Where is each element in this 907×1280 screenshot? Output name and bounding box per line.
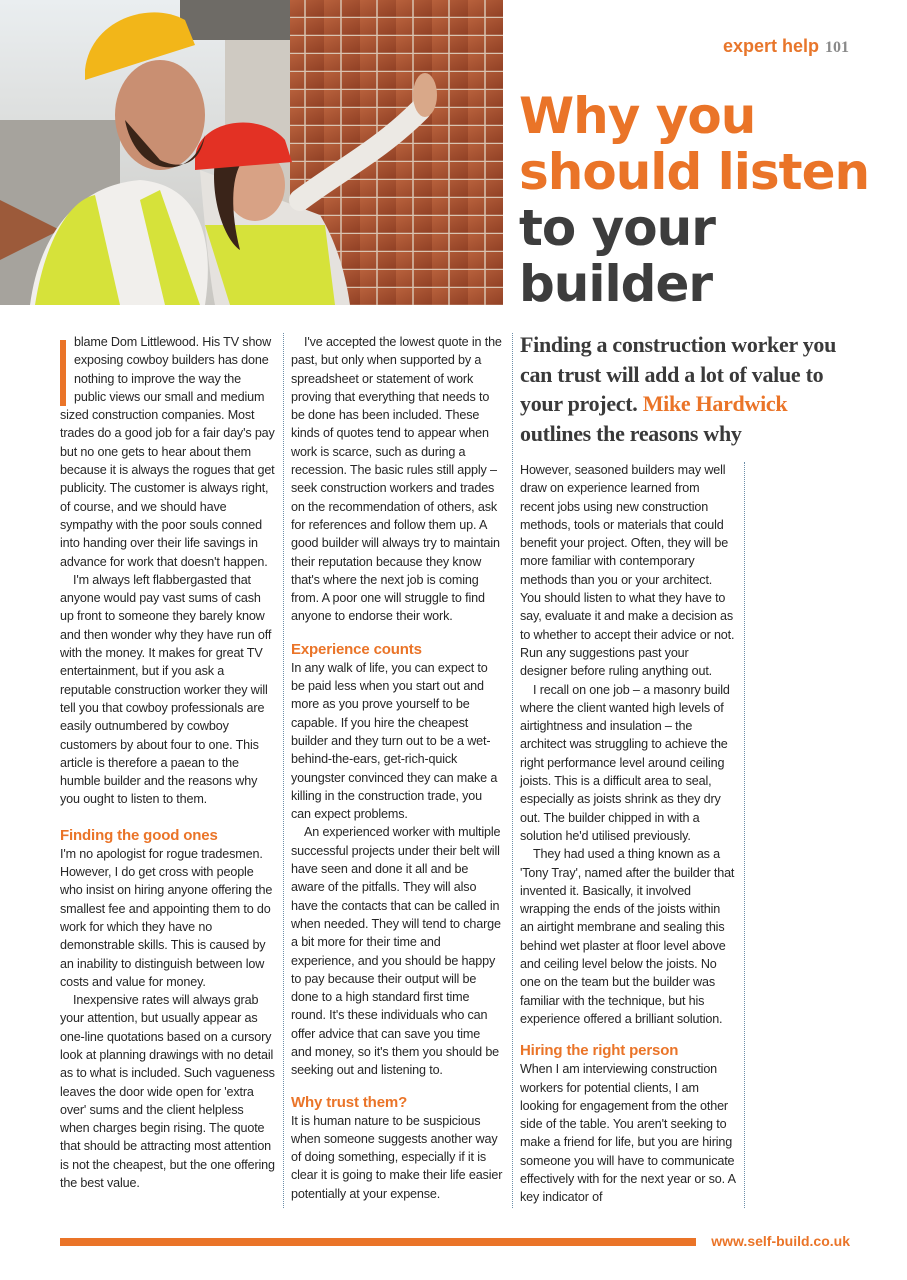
builders-photo-icon [0, 0, 503, 305]
paragraph: I'm no apologist for rogue tradesmen. However, I do get cross with people who insist on hiring anyone offering the smallest fee and appointing them to do work for which they have no demonstrable skills. This is caused by an inability to distinguish between low costs and value for money. [60, 846, 273, 989]
paragraph: I recall on one job – a masonry build where the client wanted high levels of airtightness and insulation – the architect was struggling to achieve the right performance level around ceiling joists. This is a difficult area to seal, especially as joists shrink as they dry out. The builder chipped in with a solution he'd utilised previously. [520, 682, 730, 843]
subheading: Experience counts [291, 640, 422, 658]
paragraph: When I am interviewing construction workers for potential clients, I am looking for engagement from the other side of the table. You aren't seeking to make a friend for life, but you are hiring someone you will have to communicate effectively with for the next year or so. A key indicator of [520, 1062, 736, 1205]
paragraph: I've accepted the lowest quote in the past, but only when supported by a spreadsheet or statement of work proving that everything that needs to be done has been included. These kinds of quotes tend to appear when work is scarce, such as during a recession. The basic rules still apply – seek construction workers and trades on the recommendation of others, ask for references and follow them up. A good builder will always try to maintain their reputation because they know that's where the next job is coming from. A poor one will struggle to find anyone to endorse their work. [291, 335, 502, 624]
headline-plain: to your builder [519, 199, 715, 313]
author-name: Mike Hardwick [642, 391, 788, 416]
article-column-1 [60, 333, 275, 1192]
paragraph: In any walk of life, you can expect to be paid less when you start out and more as you prove yourself to be capable. If you hire the cheapest builder and they turn out to be a wet-behind-the-ears, get-rich-quick youngster convinced they can make a killing in the construction trade, you can expect problems. [291, 660, 498, 822]
paragraph: It is human nature to be suspicious when someone suggests another way of doing something, especially if it is clear it is going to make their life easier potentially at your expense. [291, 1113, 503, 1201]
paragraph: blame Dom Littlewood. His TV show exposing cowboy builders has done nothing to improve the way the public views our small and medium sized construction companies. Most trades do a good job for a fair day's pay but no one gets to hear about them because it is always the rogues that get publicity. The customer is always right, of course, and we should have sympathy with the poor souls conned into handing over their life savings in advance for work that doesn't happen. [60, 335, 275, 569]
dropcap-bar [60, 340, 66, 406]
subheading: Hiring the right person [520, 1042, 679, 1060]
headline [519, 88, 889, 312]
footer-bar [60, 1238, 696, 1246]
paragraph: However, seasoned builders may well draw on experience learned from recent jobs using new construction methods, tools or materials that could benefit your project. Often, they will be more familiar with contemporary methods than you or your architect. You should listen to what they have to say, evaluate it and make a decision as to whether to accept their advice or not. Run any suggestions past your designer before ruling anything out. [520, 463, 735, 679]
page-number: 101 [825, 39, 849, 56]
footer-url[interactable]: www.self-build.co.uk [711, 1233, 850, 1249]
standfirst [520, 330, 860, 448]
headline-accent: Why you should listen [519, 87, 870, 201]
subheading: Why trust them? [291, 1093, 408, 1111]
subheading: Finding the good ones [60, 826, 218, 844]
article-column-2 [291, 333, 504, 1203]
section-name: expert help [722, 36, 819, 56]
column-divider [283, 333, 284, 1208]
article-column-3 [520, 461, 736, 1207]
section-label [723, 36, 849, 57]
standfirst-text: Finding a construction worker you can trust will add a lot of value to your project. [520, 332, 837, 416]
column-divider [744, 462, 745, 1208]
column-divider [512, 333, 513, 1208]
paragraph: Inexpensive rates will always grab your attention, but usually appear as one-line quotations based on a cursory look at planning drawings with no detail as to what is included. Such vagueness leaves the door wide open for 'extra over' sums and the client helpless when charges begin rising. The quote that should be attracting most attention is not the cheapest, but the one offering the best value. [60, 993, 275, 1191]
paragraph: I'm always left flabbergasted that anyone would pay vast sums of cash up front to someone they barely know and then wonder why they have run off with the money. It makes for great TV entertainment, but if you ask a reputable construction worker they will tell you that cowboy professionals are easily outnumbered by cowboy customers by about four to one. This article is therefore a paean to the humble builder and the reasons why you ought to listen to them. [60, 572, 272, 807]
builders-photo [0, 0, 503, 305]
paragraph: They had used a thing known as a 'Tony Tray', named after the builder that invented it. Basically, it involved wrapping the ends of the joists within an airtight membrane and sealing this behind wet plaster at floor level above and ceiling level below the joists. No one on the team but the builder was familiar with the technique, but his experience offered a brilliant solution. [520, 847, 735, 1026]
paragraph: An experienced worker with multiple successful projects under their belt will have seen and done it all and be aware of the pitfalls. They will also have the contacts that can be called in when needed. They will tend to charge a bit more for their time and experience, and you should be happy to pay because their output will be done to a high standard first time round. It's these individuals who can offer advice that can save you time and money, so it's them you should be seeking out and listening to. [291, 825, 501, 1078]
standfirst-tail: outlines the reasons why [520, 420, 742, 446]
